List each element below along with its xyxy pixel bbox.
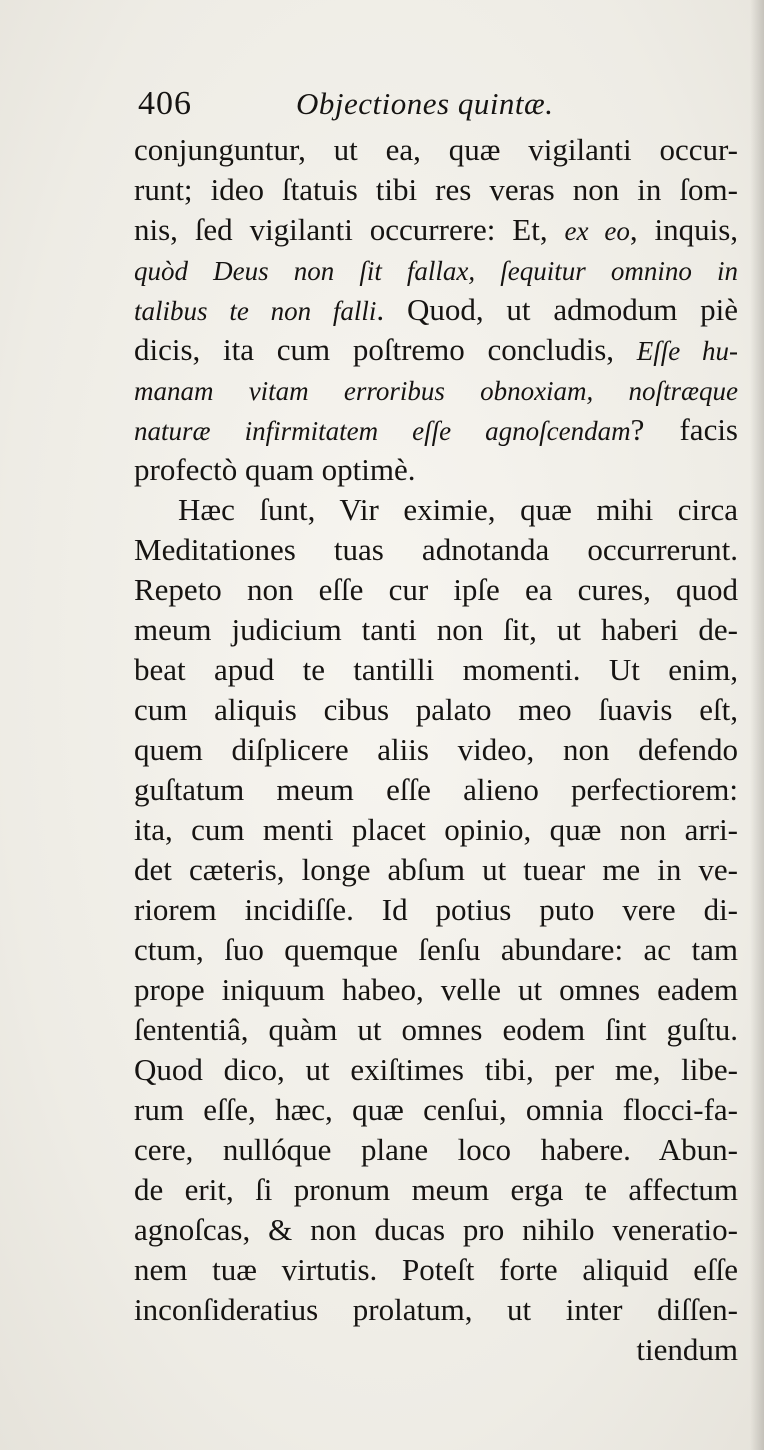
text-segment: ctum, ſuo quemque ſenſu abundare: ac tam xyxy=(134,932,738,967)
text-line xyxy=(134,610,738,650)
text-line xyxy=(134,850,738,890)
text-line xyxy=(134,1050,738,1090)
running-title: Objectiones quintæ. xyxy=(296,86,554,121)
text-segment: inconſideratius prolatum, ut inter diſſen- xyxy=(134,1292,738,1327)
text-line xyxy=(134,1210,738,1250)
text-segment: Hæc ſunt, Vir eximie, quæ mihi circa xyxy=(178,492,738,527)
text-line xyxy=(134,290,738,330)
page-gutter-shadow xyxy=(750,0,764,1450)
text-segment: ſententiâ, quàm ut omnes eodem ſint guſtu. xyxy=(134,1012,738,1047)
text-line xyxy=(134,810,738,850)
text-segment: beat apud te tantilli momenti. Ut enim, xyxy=(134,652,738,687)
italic-segment: talibus te non falli xyxy=(134,296,377,326)
text-segment: meum judicium tanti non ſit, ut haberi de- xyxy=(134,612,738,647)
text-line xyxy=(134,170,738,210)
text-segment: guſtatum meum eſſe alieno perfectiorem: xyxy=(134,772,738,807)
text-segment: prope iniquum habeo, velle ut omnes eadem xyxy=(134,972,738,1007)
catchword xyxy=(134,1330,738,1370)
text-segment: conjunguntur, ut ea, quæ vigilanti occur- xyxy=(134,132,738,167)
text-segment: de erit, ſi pronum meum erga te affectum xyxy=(134,1172,738,1207)
text-line xyxy=(134,1250,738,1290)
text-segment: riorem incidiſſe. Id potius puto vere di- xyxy=(134,892,738,927)
text-line xyxy=(134,1290,738,1330)
text-segment: quem diſplicere aliis video, non defendo xyxy=(134,732,738,767)
running-header xyxy=(138,84,738,124)
italic-segment: Eſſe hu- xyxy=(636,336,738,366)
text-segment: det cæteris, longe abſum ut tuear me in ve- xyxy=(134,852,738,887)
text-line xyxy=(134,770,738,810)
text-line xyxy=(134,210,738,250)
italic-segment: naturæ infirmitatem eſſe agnoſcendam xyxy=(134,416,631,446)
text-segment: ? facis xyxy=(630,412,738,447)
text-segment: cere, nullóque plane loco habere. Abun- xyxy=(134,1132,738,1167)
text-line xyxy=(134,450,738,490)
text-line xyxy=(134,490,738,530)
text-segment: profectò quam optimè. xyxy=(134,452,416,487)
text-line xyxy=(134,250,738,290)
text-segment: tiendum xyxy=(636,1332,738,1367)
text-line xyxy=(134,530,738,570)
text-segment: cum aliquis cibus palato meo ſuavis eſt, xyxy=(134,692,738,727)
text-line xyxy=(134,1010,738,1050)
text-segment: dicis, ita cum poſtremo concludis, xyxy=(134,332,637,367)
text-line xyxy=(134,970,738,1010)
text-segment: Meditationes tuas adnotanda occurrerunt. xyxy=(134,532,738,567)
text-line xyxy=(134,690,738,730)
page-number: 406 xyxy=(138,85,192,122)
text-line xyxy=(134,650,738,690)
text-segment: nis, ſed vigilanti occurrere: Et, xyxy=(134,212,565,247)
italic-segment: manam vitam erroribus obnoxiam, noſtræque xyxy=(134,376,738,406)
text-line xyxy=(134,930,738,970)
text-segment: ita, cum menti placet opinio, quæ non arri- xyxy=(134,812,738,847)
text-line xyxy=(134,1090,738,1130)
text-segment: . Quod, ut admodum piè xyxy=(376,292,738,327)
body-text xyxy=(134,130,738,1370)
italic-segment: quòd Deus non ſit fallax, ſequitur omnino in xyxy=(134,256,738,286)
text-segment: Quod dico, ut exiſtimes tibi, per me, libe- xyxy=(134,1052,738,1087)
text-line xyxy=(134,890,738,930)
text-line xyxy=(134,130,738,170)
italic-segment: ex eo xyxy=(564,216,630,246)
text-segment: nem tuæ virtutis. Poteſt forte aliquid eſſe xyxy=(134,1252,738,1287)
text-segment: runt; ideo ſtatuis tibi res veras non in ſom- xyxy=(134,172,738,207)
text-segment: rum eſſe, hæc, quæ cenſui, omnia flocci-fa- xyxy=(134,1092,738,1127)
text-line xyxy=(134,570,738,610)
text-line xyxy=(134,1170,738,1210)
text-line xyxy=(134,730,738,770)
text-line xyxy=(134,370,738,410)
text-segment: Repeto non eſſe cur ipſe ea cures, quod xyxy=(134,572,738,607)
text-line xyxy=(134,410,738,450)
text-line xyxy=(134,330,738,370)
text-segment: agnoſcas, & non ducas pro nihilo veneratio- xyxy=(134,1212,738,1247)
text-line xyxy=(134,1130,738,1170)
text-segment: , inquis, xyxy=(629,212,738,247)
